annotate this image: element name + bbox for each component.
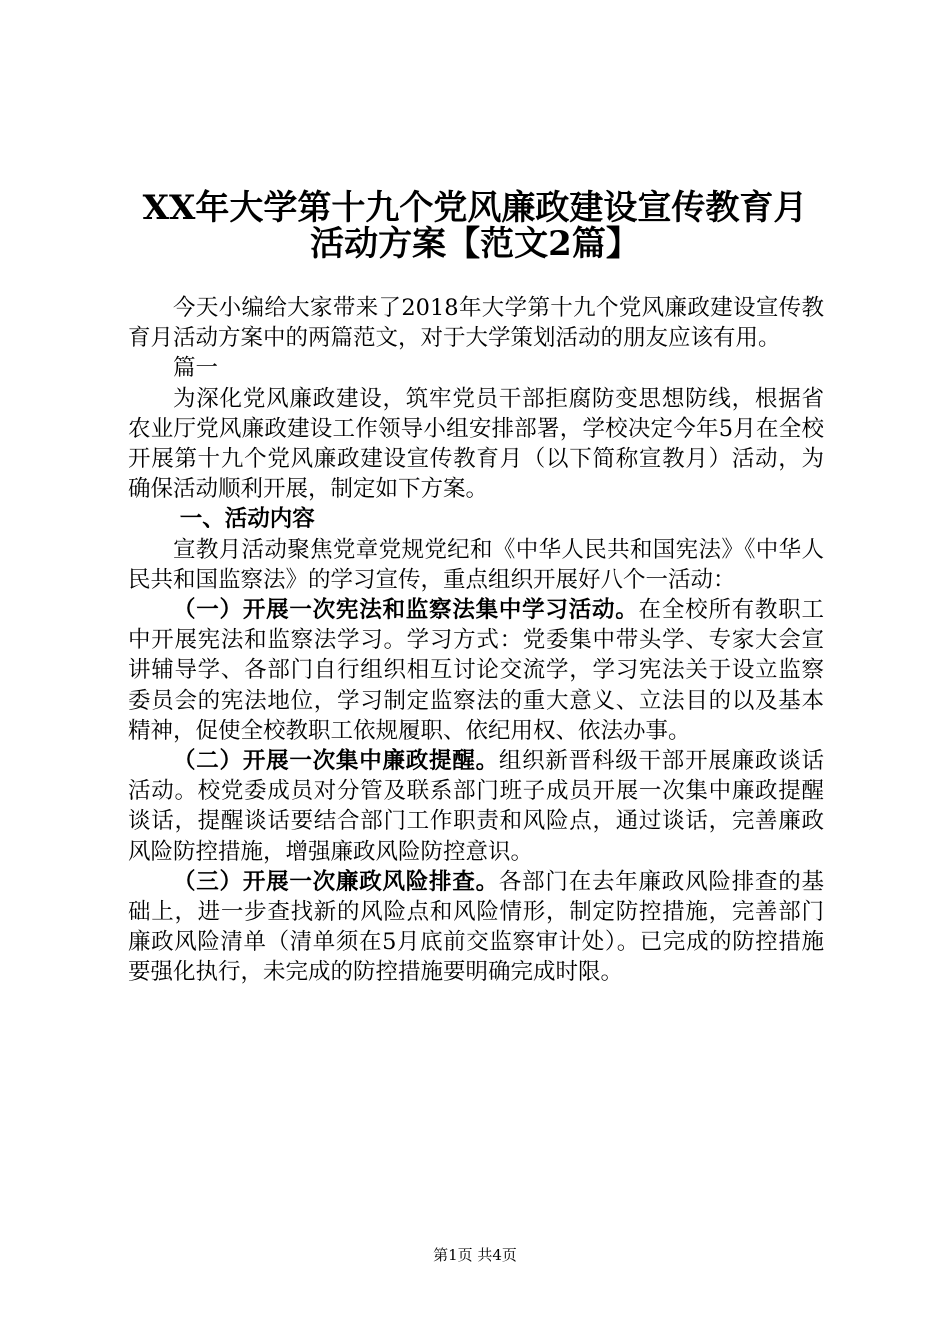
document-body	[128, 293, 824, 988]
activity-item-1-lead: （一）开展一次宪法和监察法集中学习活动。	[173, 597, 639, 624]
page-footer: 第1页 共4页	[433, 1246, 517, 1264]
activity-item-3-text: 各部门在去年廉政风险排查的基础上，进一步查找新的风险点和风险情形，制定防控措施，完善部门廉政风险清单（清单须在5月底前交监察审计处）。已完成的防控措施要强化执行，未完成的防控措施要明确完成时限。	[128, 868, 824, 986]
preface-paragraph: 为深化党风廉政建设，筑牢党员干部拒腐防变思想防线，根据省农业厅党风廉政建设工作领导小组安排部署，学校决定今年5月在全校开展第十九个党风廉政建设宣传教育月（以下简称宣教月）活动，为确保活动顺利开展，制定如下方案。	[128, 385, 824, 503]
intro-paragraph: 今天小编给大家带来了2018年大学第十九个党风廉政建设宣传教育月活动方案中的两篇范文，对于大学策划活动的朋友应该有用。	[128, 295, 824, 352]
activity-intro-paragraph: 宣教月活动聚焦党章党规党纪和《中华人民共和国宪法》《中华人民共和国监察法》的学习宣传，重点组织开展好八个一活动：	[128, 536, 824, 593]
activity-item-3-lead: （三）开展一次廉政风险排查。	[173, 868, 499, 895]
activity-item-2-text: 组织新晋科级干部开展廉政谈话活动。校党委成员对分管及联系部门班子成员开展一次集中廉政提醒谈话，提醒谈话要结合部门工作职责和风险点，通过谈话，完善廉政风险防控措施，增强廉政风险防控意识。	[128, 748, 824, 865]
activity-item-2-lead: （二）开展一次集中廉政提醒。	[173, 748, 499, 775]
activity-item-2	[128, 746, 824, 867]
activity-item-1	[128, 595, 824, 746]
document-title-line-2: 活动方案【范文2篇】	[310, 224, 640, 264]
activity-item-1-text: 在全校所有教职工中开展宪法和监察法学习。学习方式：党委集中带头学、专家大会宣讲辅导学、各部门自行组织相互讨论交流学，学习宪法关于设立监察委员会的宪法地位，学习制定监察法的重大意义、立法目的以及基本精神，促使全校教职工依规履职、依纪用权、依法办事。	[128, 597, 824, 744]
document-title-line-1: XX年大学第十九个党风廉政建设宣传教育月	[142, 188, 808, 228]
section-label: 篇一	[173, 355, 219, 382]
activity-item-3	[128, 867, 824, 988]
section-heading: 一、活动内容	[179, 506, 315, 533]
